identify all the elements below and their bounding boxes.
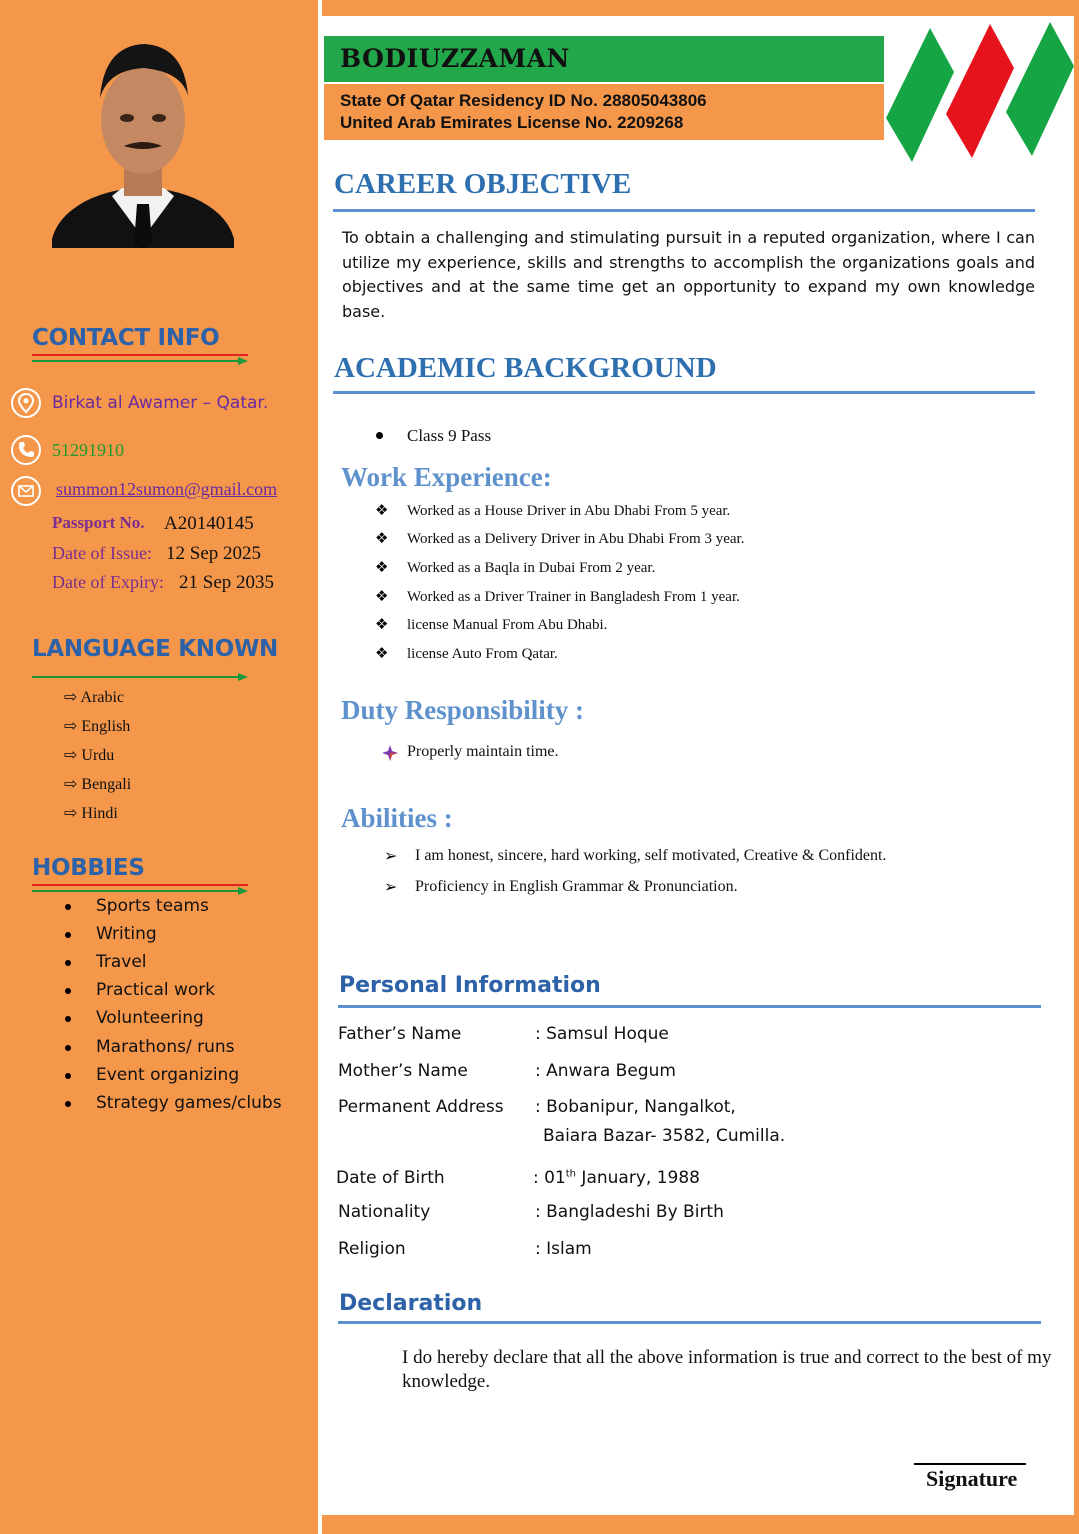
academic-heading: ACADEMIC BACKGROUND <box>334 352 717 384</box>
flag-stripes-logo <box>884 20 1079 165</box>
email-icon <box>11 476 41 506</box>
uae-license-line: United Arab Emirates License No. 2209268 <box>340 113 684 132</box>
dob-value: : 01th January, 1988 <box>533 1168 700 1188</box>
address-text: Birkat al Awamer – Qatar. <box>52 393 269 413</box>
location-pin-icon <box>11 388 41 418</box>
phone-text: 51291910 <box>52 440 124 460</box>
work-item: license Auto From Qatar. <box>407 646 558 662</box>
arrow-right-icon: ⇨ <box>64 689 81 706</box>
signature-line <box>914 1463 1026 1465</box>
profile-photo <box>52 38 234 248</box>
declaration-text: I do hereby declare that all the above information is true and correct to the best of my knowledge. <box>402 1347 1052 1392</box>
duty-heading: Duty Responsibility : <box>341 695 585 725</box>
address-value-line2: Baiara Bazar- 3582, Cumilla. <box>543 1126 786 1146</box>
declaration-rule <box>338 1321 1041 1324</box>
language-item: ⇨ Arabic <box>64 689 125 706</box>
work-item: Worked as a Delivery Driver in Abu Dhabi From 3 year. <box>407 531 745 547</box>
hobbies-heading-rule <box>32 884 248 892</box>
arrow-right-icon: ⇨ <box>64 805 82 822</box>
declaration-heading: Declaration <box>339 1291 483 1316</box>
language-item: ⇨ Bengali <box>64 776 132 793</box>
email-link[interactable]: summon12sumon@gmail.com <box>56 479 278 499</box>
issue-date-value: 12 Sep 2025 <box>166 543 261 564</box>
mother-name-label: Mother’s Name <box>338 1061 468 1081</box>
academic-item: Class 9 Pass <box>407 426 492 445</box>
work-item: license Manual From Abu Dhabi. <box>407 617 608 633</box>
hobby-item: Travel <box>96 952 147 972</box>
hobby-item: Practical work <box>96 980 216 1000</box>
diamond-bullet-icon: ❖ <box>375 615 389 633</box>
star-bullet-icon <box>381 744 399 762</box>
father-name-value: : Samsul Hoque <box>535 1024 669 1044</box>
language-heading: LANGUAGE KNOWN <box>32 636 278 662</box>
religion-label: Religion <box>338 1239 406 1259</box>
phone-icon <box>11 435 41 465</box>
expiry-date-label: Date of Expiry: <box>52 572 164 592</box>
diamond-bullet-icon: ❖ <box>375 558 389 576</box>
bullet-icon <box>65 960 71 966</box>
bullet-icon <box>65 988 71 994</box>
hobby-item: Sports teams <box>96 896 209 916</box>
father-name-label: Father’s Name <box>338 1024 462 1044</box>
hobby-item: Writing <box>96 924 157 944</box>
duty-item: Properly maintain time. <box>407 743 559 760</box>
work-experience-heading: Work Experience: <box>341 462 552 492</box>
bottom-border <box>322 1515 1079 1534</box>
language-item: ⇨ Urdu <box>64 747 115 764</box>
dob-label: Date of Birth <box>336 1168 445 1188</box>
diamond-bullet-icon: ❖ <box>375 529 389 547</box>
nationality-value: : Bangladeshi By Birth <box>535 1202 724 1222</box>
religion-value: : Islam <box>535 1239 592 1259</box>
career-objective-rule <box>333 209 1035 212</box>
qatar-id-line: State Of Qatar Residency ID No. 28805043806 <box>340 91 707 110</box>
address-label: Permanent Address <box>338 1097 504 1117</box>
bullet-icon <box>376 432 383 439</box>
bullet-icon <box>65 1101 71 1107</box>
address-value-line1: : Bobanipur, Nangalkot, <box>535 1097 736 1117</box>
personal-info-heading: Personal Information <box>339 973 601 998</box>
arrow-right-icon: ⇨ <box>64 747 82 764</box>
arrowhead-bullet-icon: ➢ <box>384 877 398 896</box>
top-border <box>322 0 1079 16</box>
arrow-right-icon: ⇨ <box>64 776 82 793</box>
language-heading-rule <box>32 673 248 681</box>
personal-info-rule <box>338 1005 1041 1008</box>
work-item: Worked as a Baqla in Dubai From 2 year. <box>407 560 656 576</box>
right-border <box>1074 0 1079 1534</box>
hobby-item: Marathons/ runs <box>96 1037 235 1057</box>
ability-item: I am honest, sincere, hard working, self motivated, Creative & Confident. <box>415 847 887 864</box>
hobby-item: Strategy games/clubs <box>96 1093 282 1113</box>
diamond-bullet-icon: ❖ <box>375 587 389 605</box>
abilities-heading: Abilities : <box>341 803 453 833</box>
hobby-item: Event organizing <box>96 1065 240 1085</box>
career-objective-text: To obtain a challenging and stimulating pursuit in a reputed organization, where I can utilize my experience, skills and strengths to accomplish the organizations goals and objectives and at the same time get an opportunity to expand my own knowledge base. <box>342 228 1035 321</box>
bullet-icon <box>65 1045 71 1051</box>
contact-heading-rule <box>32 354 248 362</box>
passport-value: A20140145 <box>164 513 254 534</box>
issue-date-label: Date of Issue: <box>52 543 152 563</box>
ability-item: Proficiency in English Grammar & Pronunciation. <box>415 878 738 895</box>
arrow-right-icon: ⇨ <box>64 718 82 735</box>
work-item: Worked as a House Driver in Abu Dhabi From 5 year. <box>407 503 731 519</box>
diamond-bullet-icon: ❖ <box>375 501 389 519</box>
work-item: Worked as a Driver Trainer in Bangladesh From 1 year. <box>407 589 740 605</box>
passport-label: Passport No. <box>52 513 145 532</box>
academic-rule <box>333 391 1035 394</box>
bullet-icon <box>65 1073 71 1079</box>
candidate-name: BODIUZZAMAN <box>340 44 570 73</box>
contact-heading: CONTACT INFO <box>32 325 220 351</box>
hobbies-heading: HOBBIES <box>32 855 145 881</box>
hobby-item: Volunteering <box>96 1008 204 1028</box>
nationality-label: Nationality <box>338 1202 431 1222</box>
bullet-icon <box>65 904 71 910</box>
expiry-date-value: 21 Sep 2035 <box>179 572 274 593</box>
signature-label: Signature <box>926 1466 1018 1491</box>
career-objective-heading: CAREER OBJECTIVE <box>334 168 632 200</box>
bullet-icon <box>65 1016 71 1022</box>
bullet-icon <box>65 932 71 938</box>
language-item: ⇨ Hindi <box>64 805 118 822</box>
language-item: ⇨ English <box>64 718 131 735</box>
arrowhead-bullet-icon: ➢ <box>384 846 398 865</box>
diamond-bullet-icon: ❖ <box>375 644 389 662</box>
mother-name-value: : Anwara Begum <box>535 1061 676 1081</box>
